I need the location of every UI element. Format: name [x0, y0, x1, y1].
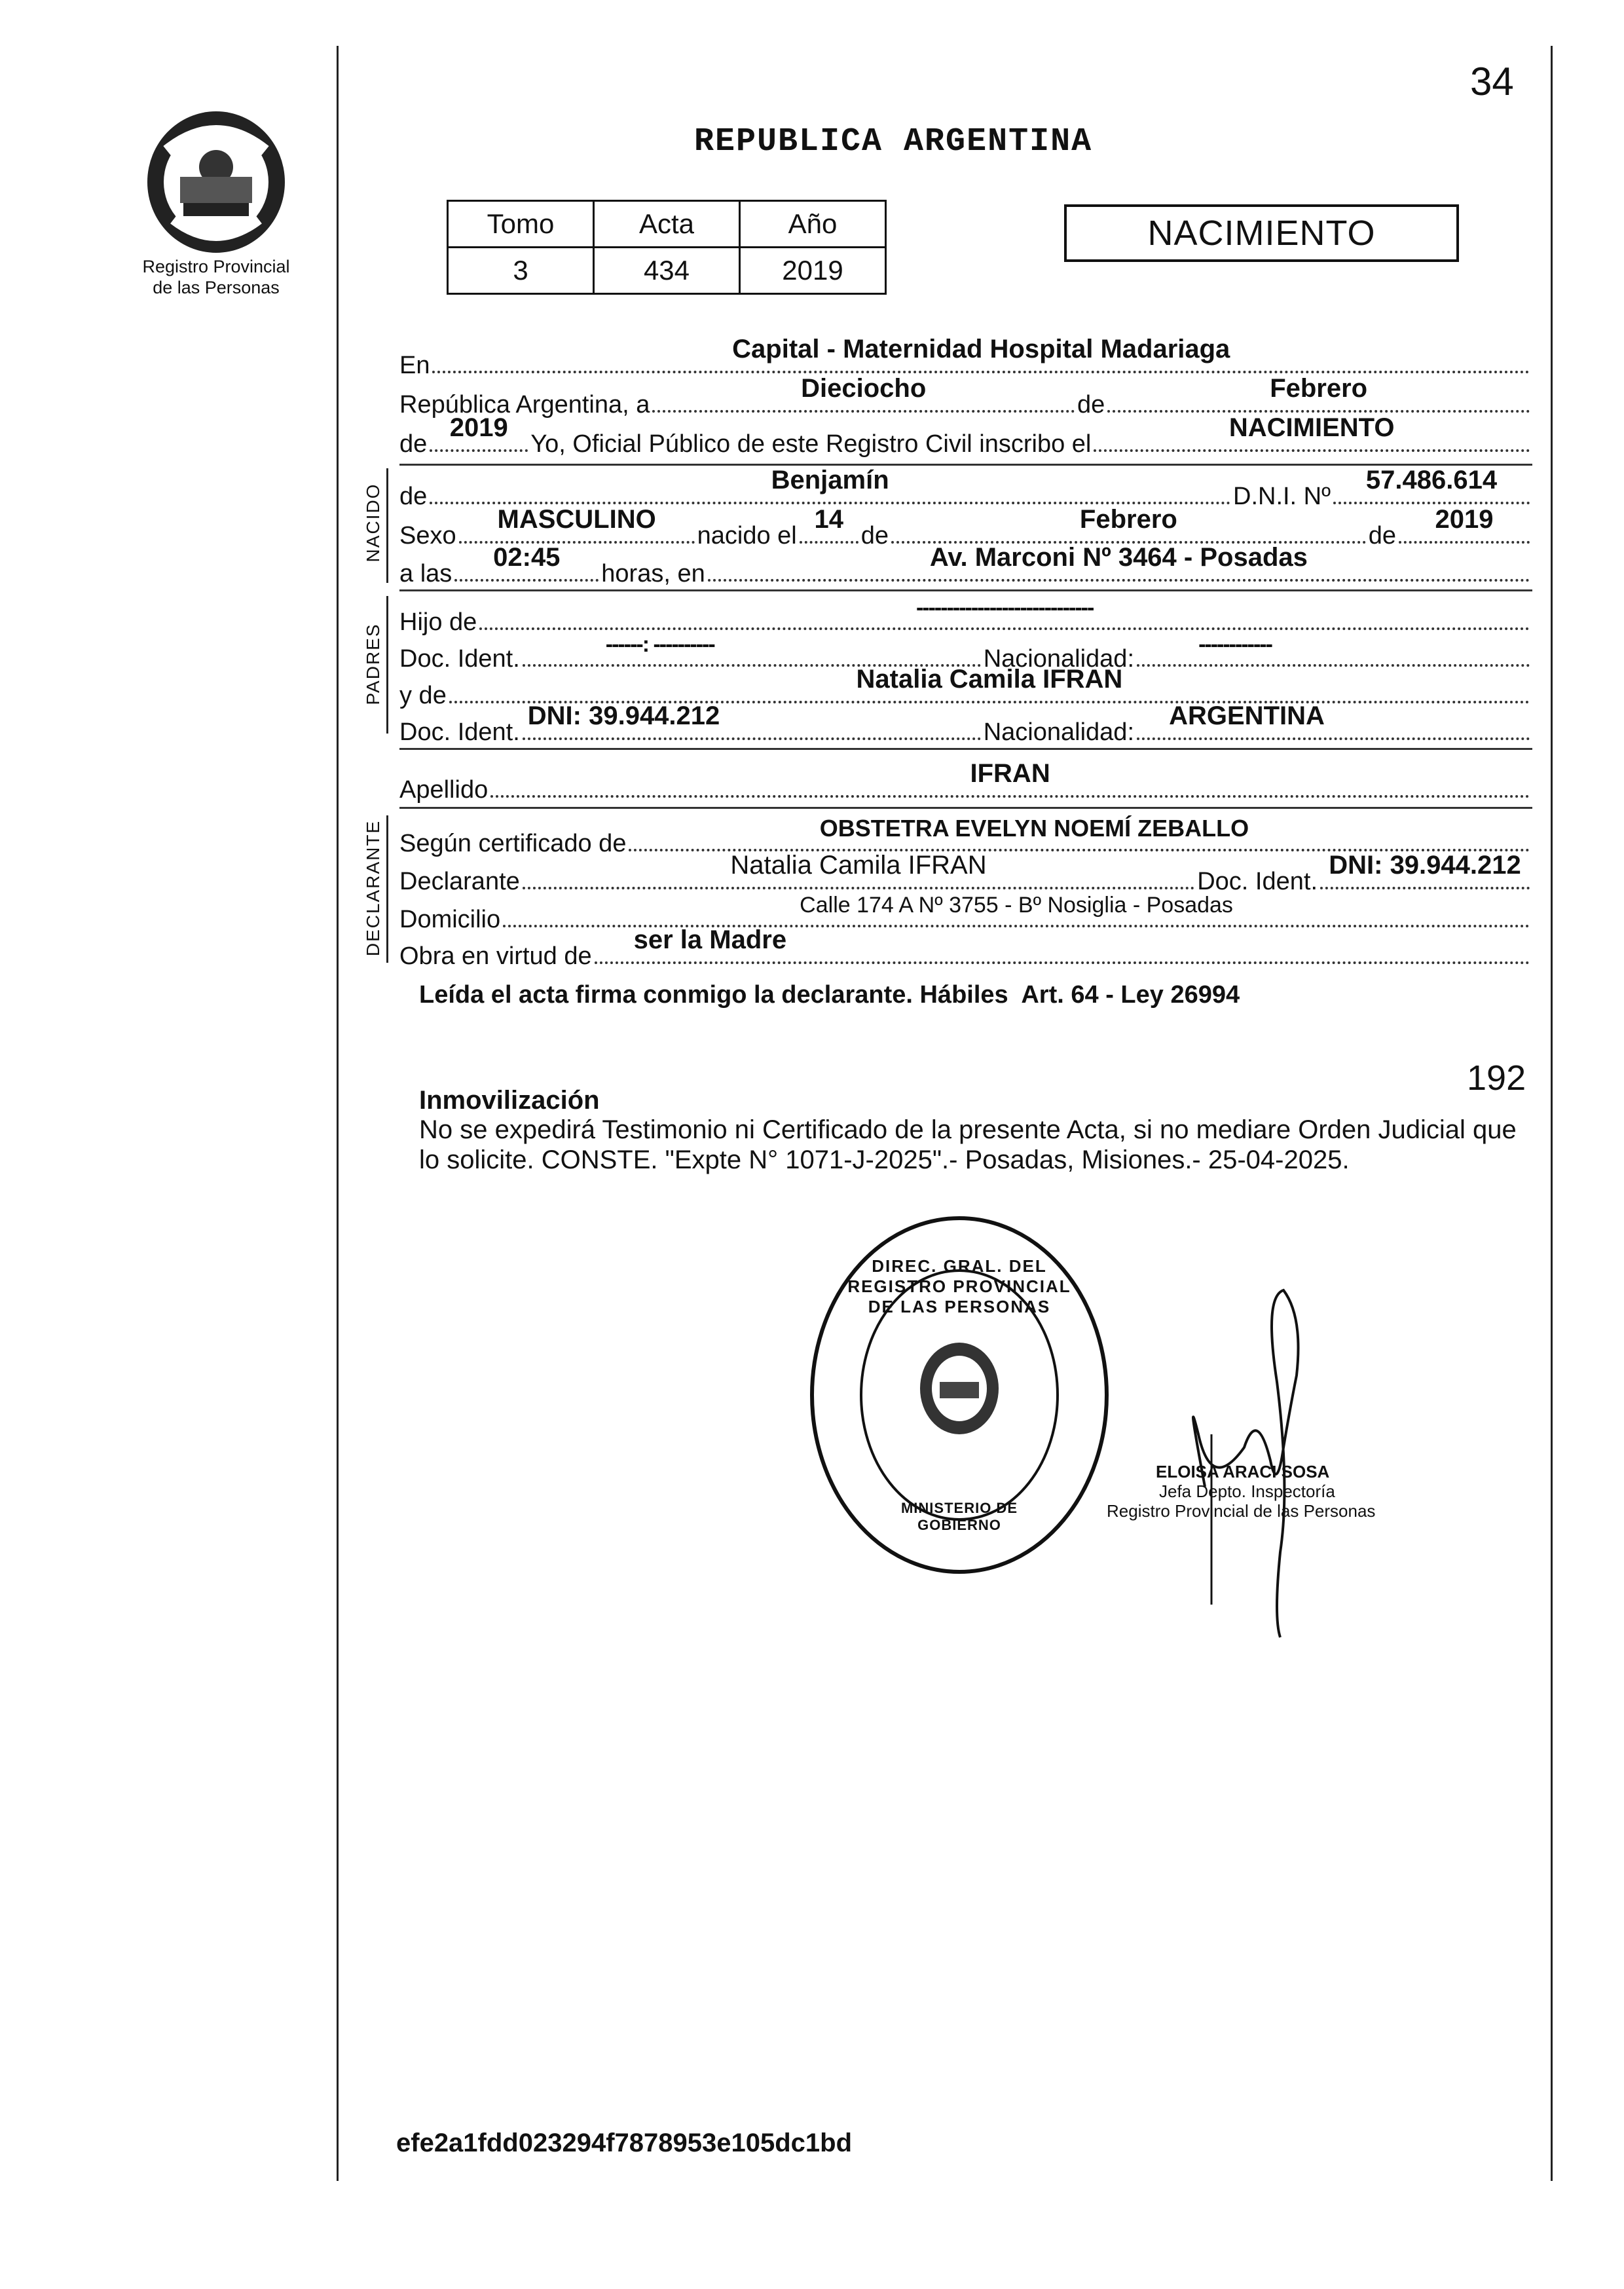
republic-label: República Argentina, a: [399, 391, 650, 419]
record-table-header: Tomo: [448, 201, 594, 248]
de-label: de: [1368, 522, 1396, 549]
declarante-value: Natalia Camila IFRAN: [730, 851, 987, 880]
child-dni-value: 57.486.614: [1365, 466, 1498, 494]
child-name-field: [430, 466, 1230, 504]
birth-day-field: [800, 505, 858, 544]
day-field: [652, 374, 1075, 413]
seal-inner-text: MINISTERIO DE GOBIERNO: [900, 1500, 1018, 1533]
father-nat-value: ------------: [1198, 632, 1272, 657]
birth-place-value: Av. Marconi Nº 3464 - Posadas: [929, 543, 1308, 572]
section-divider: [399, 464, 1532, 466]
year-field: [430, 413, 528, 452]
nacido-bracket: [386, 468, 388, 583]
hijo-label: Hijo de: [399, 608, 477, 636]
mother-nat-value: ARGENTINA: [1169, 701, 1325, 730]
place-value: Capital - Maternidad Hospital Madariaga: [732, 335, 1230, 363]
doc-ident-label: Doc. Ident.: [399, 718, 520, 746]
month-field: [1107, 374, 1530, 413]
nacido-label: nacido el: [697, 522, 797, 549]
record-reference-table: [447, 200, 887, 295]
registry-name-line2: de las Personas: [153, 278, 280, 297]
sexo-field: [459, 505, 695, 544]
record-table-value-row: [448, 248, 886, 294]
inmovilizacion-number: 192: [1467, 1058, 1526, 1098]
obra-value: ser la Madre: [633, 925, 787, 954]
mother-doc-row: [399, 701, 1532, 747]
cert-field: [629, 815, 1530, 851]
left-margin-line: [337, 46, 339, 2181]
father-doc-value: ------: ----------: [605, 632, 714, 657]
seal-outer-text: DIREC. GRAL. DEL REGISTRO PROVINCIAL DE LAS PERSONAS: [847, 1256, 1071, 1316]
birth-year-value: 2019: [1435, 505, 1494, 534]
de-label: de: [399, 483, 428, 510]
apellido-row: [399, 759, 1532, 804]
sexo-value: MASCULINO: [497, 505, 656, 534]
mother-name-value: Natalia Camila IFRAN: [856, 665, 1123, 694]
obra-row: [399, 925, 1532, 971]
father-name-row: [399, 597, 1532, 637]
closing-statement: Leída el acta firma conmigo la declarante. Hábiles Art. 64 - Ley 26994: [419, 981, 1240, 1009]
document-title: REPUBLICA ARGENTINA: [694, 123, 1093, 160]
birth-year-field: [1399, 505, 1530, 544]
mother-nat-field: [1137, 701, 1530, 740]
obra-label: Obra en virtud de: [399, 942, 592, 970]
intro-officer-row: [399, 413, 1532, 458]
apellido-value: IFRAN: [970, 759, 1050, 788]
registry-name-line1: Registro Provincial: [142, 257, 290, 276]
time-value: 02:45: [493, 543, 561, 572]
officer-text: Yo, Oficial Público de este Registro Civil inscribo el: [530, 430, 1092, 458]
a-las-label: a las: [399, 560, 452, 587]
inmovilizacion-text: No se expedirá Testimonio ni Certificado de la presente Acta, si no mediare Orden Judicial que lo solicite. CONSTE. "Expte N° 1071-J-2025".- Posadas, Misiones.- 25-04-2025.: [419, 1115, 1517, 1174]
month-value: Febrero: [1270, 374, 1368, 403]
signatory-role: Jefa Depto. Inspectoría: [1159, 1481, 1335, 1501]
signatory-office: Registro Provincial de las Personas: [1107, 1501, 1376, 1521]
inmovilizacion-title: Inmovilización: [419, 1086, 600, 1115]
record-table-header: Acta: [594, 201, 740, 248]
de-label: de: [860, 522, 889, 549]
section-divider: [399, 807, 1532, 809]
place-field: [432, 335, 1530, 373]
padres-section-label: PADRES: [363, 623, 383, 705]
domicilio-row: [399, 895, 1532, 934]
declarante-bracket: [386, 815, 388, 963]
apellido-label: Apellido: [399, 776, 489, 804]
mother-doc-value: DNI: 39.944.212: [527, 701, 720, 730]
record-type-box: NACIMIENTO: [1064, 204, 1459, 262]
sexo-label: Sexo: [399, 522, 456, 549]
mother-doc-field: [523, 701, 981, 740]
obra-field: [595, 925, 1530, 964]
de-label: de: [1077, 391, 1105, 419]
nacionalidad-label: Nacionalidad:: [983, 718, 1134, 746]
father-nat-field: [1137, 632, 1530, 667]
cert-value: OBSTETRA EVELYN NOEMÍ ZEBALLO: [819, 815, 1249, 842]
acta-value: 434: [594, 248, 740, 294]
signatory-name: ELOISA ARACI SOSA: [1156, 1462, 1330, 1481]
child-name-value: Benjamín: [771, 466, 889, 494]
dni-label: D.N.I. Nº: [1233, 483, 1331, 510]
horas-label: horas, en: [601, 560, 705, 587]
right-margin-line: [1551, 46, 1553, 2181]
handwritten-signature: [1166, 1277, 1336, 1644]
declarante-label: Declarante: [399, 868, 520, 895]
declarante-doc-value: DNI: 39.944.212: [1329, 851, 1521, 880]
father-name-field: [479, 595, 1530, 630]
declarante-row: [399, 851, 1532, 896]
birth-month-field: [891, 505, 1366, 544]
page-number: 34: [1470, 60, 1514, 103]
section-divider: [399, 589, 1532, 591]
doc-ident-label: Doc. Ident.: [399, 645, 520, 673]
time-field: [454, 543, 599, 582]
de-label: de: [399, 430, 428, 458]
document-hash: efe2a1fdd023294f7878953e105dc1bd: [396, 2129, 853, 2157]
registered-type-field: [1094, 413, 1530, 452]
province-coat-of-arms-logo: [141, 105, 291, 255]
child-dni-field: [1333, 466, 1530, 504]
cert-label: Según certificado de: [399, 830, 627, 857]
en-label: En: [399, 352, 430, 379]
section-divider: [399, 748, 1532, 750]
birth-day-value: 14: [814, 505, 843, 534]
year-value: 2019: [449, 413, 508, 442]
day-value: Dieciocho: [801, 374, 927, 403]
registered-type-value: NACIMIENTO: [1228, 413, 1395, 442]
padres-bracket: [386, 596, 388, 734]
declarante-section-label: DECLARANTE: [363, 819, 383, 957]
nacionalidad-label: Nacionalidad:: [983, 645, 1134, 673]
anio-value: 2019: [740, 248, 886, 294]
birth-place-field: [708, 543, 1530, 582]
tomo-value: 3: [448, 248, 594, 294]
father-name-value: -----------------------------: [915, 595, 1094, 620]
domicilio-value: Calle 174 A Nº 3755 - Bº Nosiglia - Posadas: [800, 893, 1233, 918]
record-table-header: Año: [740, 201, 886, 248]
declarante-field: [523, 851, 1194, 889]
nacido-section-label: NACIDO: [363, 483, 383, 563]
declarante-doc-label: Doc. Ident.: [1197, 868, 1318, 895]
domicilio-label: Domicilio: [399, 906, 501, 933]
apellido-field: [490, 759, 1530, 798]
y-de-label: y de: [399, 682, 447, 709]
declarante-doc-field: [1320, 851, 1530, 889]
record-table-header-row: [448, 201, 886, 248]
nacido-time-row: [399, 543, 1532, 588]
birth-month-value: Febrero: [1079, 505, 1177, 534]
